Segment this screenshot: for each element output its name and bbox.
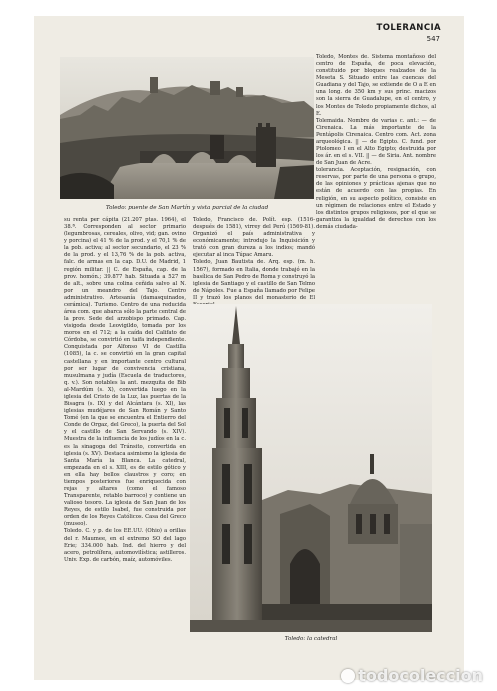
caption-cathedral: Toledo: la catedral bbox=[284, 636, 338, 642]
column-1 bbox=[64, 217, 186, 564]
column-3 bbox=[316, 54, 436, 231]
entry-toledo-montes: Toledo, Montes de. Sistema montañoso del centro de España, de poca elevación, constituido por bloques realzados de la Meseta S. Situado entre las cuencas del Guadiana y del Tajo, se extiende de O a E en una long. de 350 km y sus princ. macizos son la sierra de Guadalupe, en el centro, y los Montes de Toledo propiamente dichos, al E. bbox=[316, 54, 436, 117]
caption-bridge-city: Toledo: puente de San Martín y vista parcial de la ciudad bbox=[105, 205, 269, 211]
entry-tolerancia: tolerancia. Aceptación, resignación, con reservas, por parte de una persona o grupo, de las opiniones y prácticas ajenas que no están de acuerdo con las propias. En religión, en su aspecto político, consiste en un régimen de relaciones entre el Estado y los distintos grupos religiosos, por el que se garantiza la igualdad de derechos con los demás ciudada- bbox=[316, 167, 436, 230]
entry-toledo-juan-bautista: Toledo, Juan Bautista de. Arq. esp. (m. h. 1567), formado en Italia, donde trabajó en la basílica de San Pedro de Roma y construyó la iglesia de Santiago y el castillo de San Telmo de Nápoles. Fue a España llamado por Felipe II y trazó los planos del monasterio de El bbox=[193, 259, 315, 301]
entry-toledo-ohio: Toledo. C. y p. de los EE.UU. (Ohio) a orillas del r. Maumee, en el extremo SO del lago Erie; 334.000 hab. Ind. del hierro y del acero, petrolífera, automovilística; astilleros. Univ. Exp. de carbón, maíz, automóviles. bbox=[64, 528, 186, 563]
page-number: 547 bbox=[426, 35, 440, 43]
photo-cathedral bbox=[190, 304, 432, 632]
photo-bridge-city bbox=[60, 57, 314, 199]
entry-toledo-francisco: Toledo, Francisco de. Polít. esp. (1516-después de 1581), virrey del Perú (1569-81). Organizó el país administrativa y económicamente; introdujo la Inquisición y trató con gran dureza a los indios; mandó ejecutar al inca Túpac Amaru. bbox=[193, 217, 315, 259]
column-2 bbox=[193, 217, 315, 309]
running-header: TOLERANCIA bbox=[376, 23, 441, 33]
entry-toledo-province-city: su renta per cápita (21.207 ptas. 1964), el 38.ª. Corresponden al sector primario (legumbrosas, cereales, olivo, vid; gan. ovino y porcina) el 41 % de la prod. y el 70,1 % de la pob. activa; al sector secundario, el 23 % de la prod. y el 13,76 % de la pob. activa, falc. de armas en la cap. D.U. de Madrid, 1 región militar. || C. de España, cap. de la prov. homón.; 39.877 hab. Situada a 527 m de alt., sobre una colina ceñida salvo al N. por un meandro del Tajo. Centro administrativo. Artesanía (damasquinados, cerámica). Turismo. Centro de una reducida área com. que abarca sólo la parte central de la prov. Sede del arzobispo primado. Cap. visigoda desde Leovigildo, tomada por los moros en el 712; a la caída del Califato de Córdoba, se convirtió en taifa independiente. Conquistada por Alfonso VI de Castilla (1085), la c. se convirtió en la gran capital castellana y en importante centro cultural por ser lugar de convivencia cristiana, musulmana y judía (Escuela de traductores, q. v.). Son notables la ant. mezquita de Bib al-Mardúm (s. X), convertida luego en la iglesia del Cristo de la Luz, las puertas de la Bisagra (s. IX) y del Alcántara (s. XI), las iglesias mudéjares de San Román y Santo Tomé (en la que se encuentra el Entierro del Conde de Orgaz, del Greco), la puerta del Sol y el castillo de San Servando (s. XIV). Muestra de la influencia de los judíos en la c. es la sinagoga del Tránsito, convertida en iglesia (s. XV). Destaca asimismo la iglesia de Santa María la Blanca. La catedral, empezada en el s. XIII, es de estilo gótico y en ella hay bellos claustros y coro; en tiempos posteriores fue enriquecida con rejas y altares (como el famoso Transparente, retablo barroco) y contiene un valioso tesoro. La iglesia de San Juan de los Reyes, de estilo Isabel, fue construida por orden de los Reyes Católicos. Casa del Greco (museo). bbox=[64, 217, 186, 528]
watermark-text: todocoleccion bbox=[358, 666, 483, 685]
watermark-logo-icon bbox=[341, 669, 355, 683]
watermark bbox=[341, 666, 483, 685]
entry-tolemaida: Tolemaida. Nombre de varias c. ant.: — de Cirenaica. La más importante de la Pentápolis Cirenaica. Centro com. Act. zona arqueológica. || — de Egipto. C. fund. por Ptolomeo I en el Alto Egipto; destruida por los ár. en el s. VII. || — de Siria. Ant. nombre de San Juan de Acre. bbox=[316, 117, 436, 167]
